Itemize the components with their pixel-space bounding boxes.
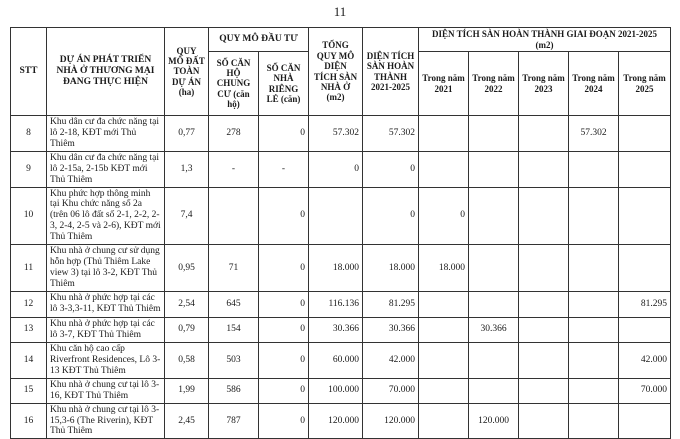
cell-stt: 8 <box>11 116 47 152</box>
cell-total: 18.000 <box>309 245 363 292</box>
cell-2021 <box>419 317 469 342</box>
cell-project-name: Khu dân cư đa chức năng tại lô 2-18, KĐT mới Thủ Thiêm <box>47 116 165 152</box>
cell-total: 0 <box>309 151 363 187</box>
header-year-2023: Trong năm 2023 <box>519 52 569 116</box>
cell-2022 <box>469 187 519 245</box>
cell-2024 <box>569 245 619 292</box>
cell-2023 <box>519 403 569 439</box>
cell-stt: 12 <box>11 291 47 317</box>
cell-completed: 120.000 <box>363 403 419 439</box>
cell-2022 <box>469 245 519 292</box>
cell-2024 <box>569 342 619 378</box>
cell-2023 <box>519 291 569 317</box>
cell-2024 <box>569 291 619 317</box>
cell-apartments: 278 <box>209 116 259 152</box>
header-year-2024: Trong năm 2024 <box>569 52 619 116</box>
cell-2021 <box>419 378 469 403</box>
cell-2025 <box>619 403 671 439</box>
header-stt: STT <box>11 28 47 116</box>
cell-stt: 11 <box>11 245 47 292</box>
cell-area: 7,4 <box>165 187 209 245</box>
table-row <box>11 378 671 403</box>
cell-completed: 42.000 <box>363 342 419 378</box>
cell-2025 <box>619 151 671 187</box>
cell-2022: 120.000 <box>469 403 519 439</box>
cell-houses: 0 <box>259 378 309 403</box>
header-project: DỰ ÁN PHÁT TRIỂN NHÀ Ở THƯƠNG MẠI ĐANG THỰC HIỆN <box>47 28 165 116</box>
cell-2024 <box>569 187 619 245</box>
cell-2024 <box>569 151 619 187</box>
cell-2024 <box>569 378 619 403</box>
cell-houses: 0 <box>259 291 309 317</box>
table-row <box>11 116 671 152</box>
cell-stt: 10 <box>11 187 47 245</box>
cell-houses: 0 <box>259 245 309 292</box>
cell-2023 <box>519 151 569 187</box>
cell-completed: 81.295 <box>363 291 419 317</box>
table-row <box>11 245 671 292</box>
cell-houses: 0 <box>259 403 309 439</box>
cell-apartments: 503 <box>209 342 259 378</box>
cell-stt: 13 <box>11 317 47 342</box>
cell-2021 <box>419 116 469 152</box>
cell-2021: 18.000 <box>419 245 469 292</box>
header-apartments: SỐ CĂN HỘ CHUNG CƯ (căn hộ) <box>209 52 259 116</box>
cell-area: 2,54 <box>165 291 209 317</box>
cell-apartments: - <box>209 151 259 187</box>
table-row <box>11 342 671 378</box>
cell-houses: 0 <box>259 187 309 245</box>
table-row <box>11 403 671 439</box>
cell-project-name: Khu nhà ở chung cư tại lô 3-16, KĐT Thủ Thiêm <box>47 378 165 403</box>
cell-total: 100.000 <box>309 378 363 403</box>
cell-area: 0,77 <box>165 116 209 152</box>
cell-2022 <box>469 291 519 317</box>
cell-2025: 81.295 <box>619 291 671 317</box>
cell-total: 116.136 <box>309 291 363 317</box>
cell-2021 <box>419 151 469 187</box>
cell-area: 0,95 <box>165 245 209 292</box>
cell-stt: 15 <box>11 378 47 403</box>
cell-2025 <box>619 317 671 342</box>
cell-2025: 42.000 <box>619 342 671 378</box>
cell-2023 <box>519 342 569 378</box>
table-row <box>11 151 671 187</box>
cell-project-name: Khu dân cư đa chức năng tại lô 2-15a, 2-15b KĐT mới Thủ Thiêm <box>47 151 165 187</box>
header-year-2021: Trong năm 2021 <box>419 52 469 116</box>
housing-projects-table <box>10 27 671 439</box>
cell-houses: 0 <box>259 342 309 378</box>
cell-2023 <box>519 187 569 245</box>
header-year-2022: Trong năm 2022 <box>469 52 519 116</box>
cell-project-name: Khu nhà ở chung cư tại lô 3-15,3-6 (The Riverin), KĐT Thủ Thiêm <box>47 403 165 439</box>
cell-2024 <box>569 403 619 439</box>
cell-2021 <box>419 342 469 378</box>
cell-completed: 0 <box>363 151 419 187</box>
table-row <box>11 187 671 245</box>
cell-completed: 18.000 <box>363 245 419 292</box>
header-investment-scale: QUY MÔ ĐẦU TƯ <box>209 28 309 52</box>
cell-apartments: 586 <box>209 378 259 403</box>
cell-total: 120.000 <box>309 403 363 439</box>
cell-2025 <box>619 245 671 292</box>
cell-completed: 0 <box>363 187 419 245</box>
cell-2021: 0 <box>419 187 469 245</box>
cell-project-name: Khu nhà ở phức hợp tại các lô 3-3,3-11, KĐT Thủ Thiêm <box>47 291 165 317</box>
cell-total: 60.000 <box>309 342 363 378</box>
table-row <box>11 291 671 317</box>
cell-2023 <box>519 317 569 342</box>
cell-area: 1,3 <box>165 151 209 187</box>
cell-total: 57.302 <box>309 116 363 152</box>
cell-2024: 57.302 <box>569 116 619 152</box>
cell-area: 1,99 <box>165 378 209 403</box>
cell-apartments: 645 <box>209 291 259 317</box>
cell-stt: 16 <box>11 403 47 439</box>
cell-2025 <box>619 187 671 245</box>
cell-2025 <box>619 116 671 152</box>
cell-apartments <box>209 187 259 245</box>
cell-completed: 30.366 <box>363 317 419 342</box>
cell-2024 <box>569 317 619 342</box>
cell-2023 <box>519 116 569 152</box>
cell-area: 0,58 <box>165 342 209 378</box>
cell-stt: 9 <box>11 151 47 187</box>
cell-2022 <box>469 151 519 187</box>
cell-2021 <box>419 403 469 439</box>
cell-2022: 30.366 <box>469 317 519 342</box>
cell-area: 2,45 <box>165 403 209 439</box>
cell-project-name: Khu nhà ở chung cư sử dụng hỗn hợp (Thủ Thiêm Lake view 3) tại lô 3-2, KĐT Thủ Thiêm <box>47 245 165 292</box>
cell-apartments: 71 <box>209 245 259 292</box>
cell-2022 <box>469 116 519 152</box>
header-completed-area: DIỆN TÍCH SÀN HOÀN THÀNH 2021-2025 <box>363 28 419 116</box>
cell-area: 0,79 <box>165 317 209 342</box>
cell-houses: 0 <box>259 317 309 342</box>
cell-completed: 57.302 <box>363 116 419 152</box>
cell-apartments: 154 <box>209 317 259 342</box>
cell-project-name: Khu nhà ở phức hợp tại các lô 3-7, KĐT Thủ Thiêm <box>47 317 165 342</box>
cell-2023 <box>519 245 569 292</box>
header-private-houses: SỐ CĂN NHÀ RIÊNG LẺ (căn) <box>259 52 309 116</box>
cell-2022 <box>469 342 519 378</box>
cell-2021 <box>419 291 469 317</box>
header-total-floor-area: TỔNG QUY MÔ DIỆN TÍCH SÀN NHÀ Ở (m2) <box>309 28 363 116</box>
cell-houses: 0 <box>259 116 309 152</box>
cell-total <box>309 187 363 245</box>
cell-houses: - <box>259 151 309 187</box>
cell-total: 30.366 <box>309 317 363 342</box>
cell-2023 <box>519 378 569 403</box>
cell-2025: 70.000 <box>619 378 671 403</box>
header-year-2025: Trong năm 2025 <box>619 52 671 116</box>
header-land-area: QUY MÔ ĐẤT TOÀN DỰ ÁN (ha) <box>165 28 209 116</box>
table-row <box>11 317 671 342</box>
cell-project-name: Khu phức hợp thông minh tại Khu chức năng số 2a (trên 06 lô đất số 2-1, 2-2, 2-3, 2-4, 2-5 và 2-6), KĐT mới Thủ Thiêm <box>47 187 165 245</box>
cell-stt: 14 <box>11 342 47 378</box>
cell-completed: 70.000 <box>363 378 419 403</box>
cell-apartments: 787 <box>209 403 259 439</box>
header-phase-area: DIỆN TÍCH SÀN HOÀN THÀNH GIAI ĐOẠN 2021-2025 (m2) <box>419 28 671 52</box>
page-number: 11 <box>333 4 347 19</box>
cell-2022 <box>469 378 519 403</box>
cell-project-name: Khu căn hộ cao cấp Riverfront Residences, Lô 3-13 KĐT Thủ Thiêm <box>47 342 165 378</box>
